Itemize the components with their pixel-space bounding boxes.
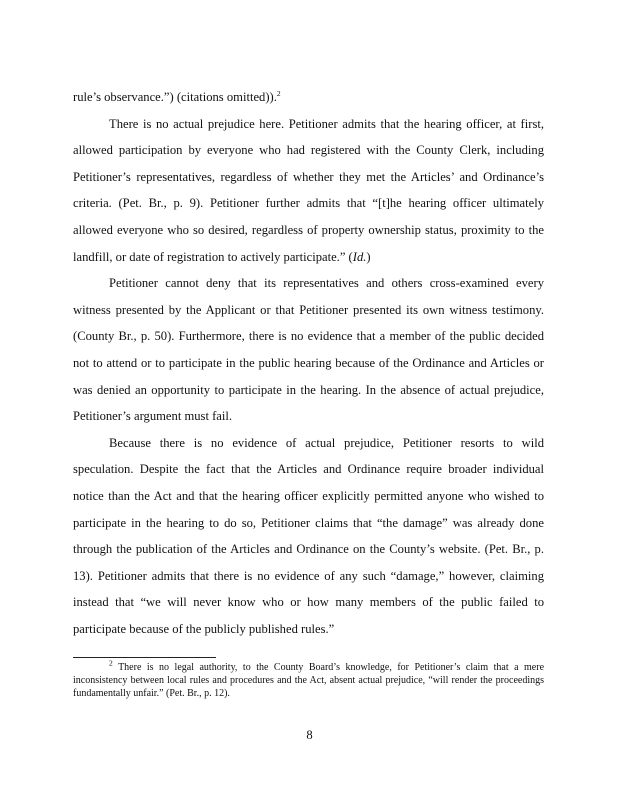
paragraph-continuation — [73, 84, 544, 111]
citation-id: Id. — [352, 249, 367, 264]
page-number: 8 — [306, 728, 313, 742]
paragraph-text: Petitioner cannot deny that its representatives and others cross-examined every witness presented by the Applicant or that Petitioner presented its own witness testimony. (County Br., p. 50). Furthermore, there is no evidence that a member of the public decided not to attend or to participate in the public hearing because of the Ordinance and Articles or was denied an opportunity to participate in the hearing. In the absence of actual prejudice, Petitioner’s argument must fail. — [73, 276, 544, 424]
paragraph-closing: ) — [366, 249, 371, 264]
paragraph-cross-examination — [73, 270, 544, 430]
footnote-reference: 2 — [276, 88, 281, 98]
body-text — [73, 84, 544, 642]
footnote-text: There is no legal authority, to the County Board’s knowledge, for Petitioner’s claim that a mere inconsistency between local rules and procedures and the Act, absent actual prejudice, “will render the proceedings fundamentally unfair.” (Pet. Br., p. 12). — [73, 662, 545, 699]
footnote-divider — [73, 657, 216, 658]
paragraph-text: Because there is no evidence of actual prejudice, Petitioner resorts to wild speculation. Despite the fact that the Articles and Ordinance require broader individual notice than the Act and that the hearing officer explicitly permitted anyone who wished to participate in the hearing to do so, Petitioner claims that “the damage” was already done through the publication of the Articles and Ordinance on the County’s website. (Pet. Br., p. 13). Petitioner admits that there is no evidence of any such “damage,” however, claiming instead that “we will never know who or how many members of the public failed to participate because of the publicly published rules.” — [73, 435, 544, 636]
paragraph-text: There is no actual prejudice here. Petitioner admits that the hearing officer, at first, allowed participation by everyone who had registered with the County Clerk, including Petitioner’s representatives, regardless of whether they met the Articles’ and Ordinance’s criteria. (Pet. Br., p. 9). Petitioner further admits that “[t]he hearing officer ultimately allowed everyone who so desired, regardless of property ownership status, proximity to the landfill, or date of registration to actively participate.” ( — [73, 116, 544, 264]
paragraph-no-prejudice — [73, 111, 544, 271]
paragraph-speculation — [73, 430, 544, 643]
footnote-number: 2 — [109, 658, 113, 668]
footnote — [73, 658, 545, 700]
paragraph-text: rule’s observance.”) (citations omitted)). — [73, 90, 277, 104]
